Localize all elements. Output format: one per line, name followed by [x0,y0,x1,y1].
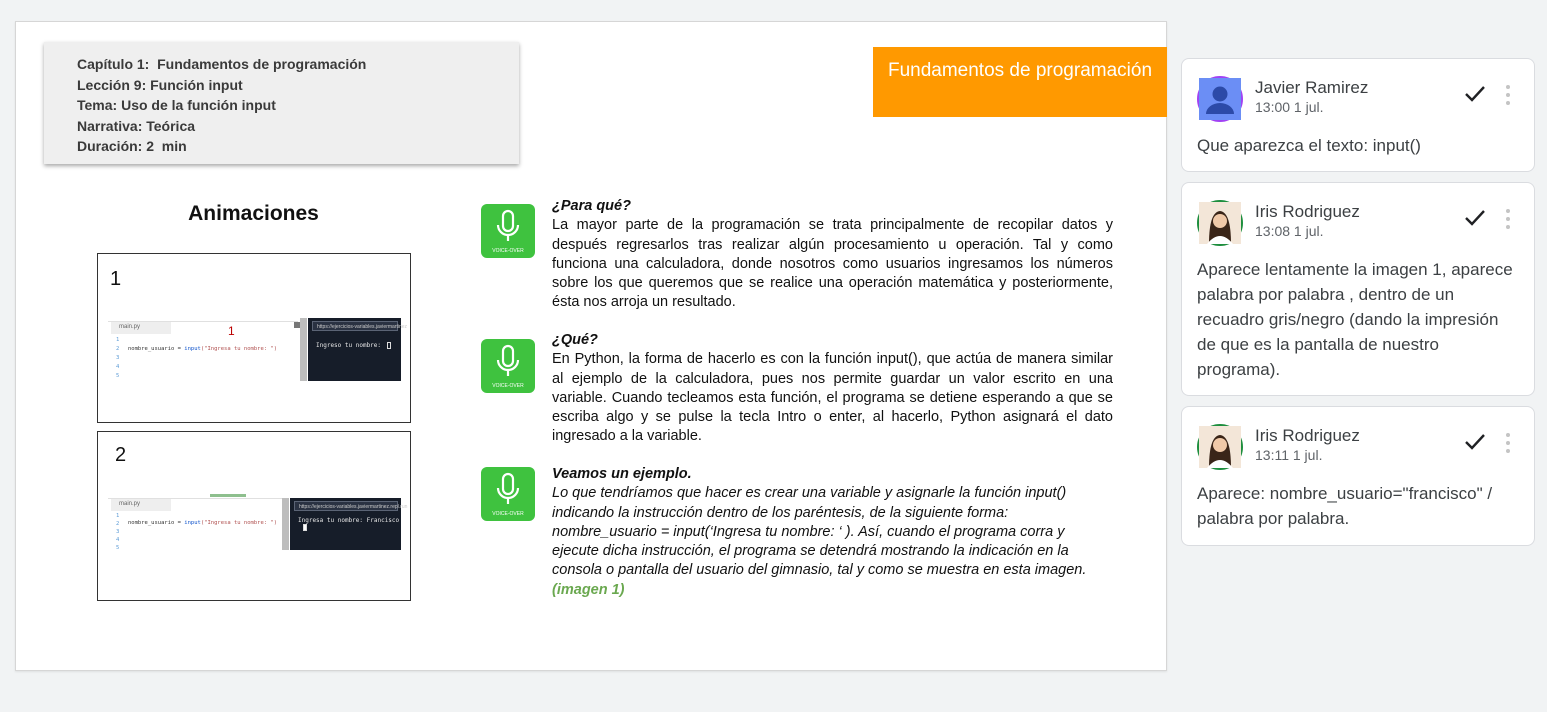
narrative-label: Narrativa: Teórica [77,117,196,134]
section-heading: Veamos un ejemplo. [552,466,692,482]
lesson-label: Lección 9: Función input [77,76,243,93]
section-heading: ¿Qué? [552,332,598,348]
voiceover-icon[interactable]: VOICE-OVER [481,467,535,521]
line-numbers: 1 2 3 4 5 [116,513,120,551]
comment-card[interactable] [1181,58,1535,172]
lesson-info-box [44,42,519,164]
console-output: Ingreso tu nombre: [316,342,391,349]
chapter-label: Capítulo 1: Fundamentos de programación [77,56,367,72]
resolve-check-icon[interactable] [1464,85,1486,103]
avatar [1197,76,1243,122]
comment-author: Iris Rodriguez [1255,426,1360,445]
section-text: Lo que tendríamos que hacer es crear una variable y asignarle la función input() indicando la instrucción dentro de los paréntesis, de la siguiente forma: nombre_usuario = input(‘Ingresa tu nombre: ‘ ). Así, cuando el programa corra y ejecute dicha instrucción, el programa se detendrá mostrando la indicación en la consola o pantalla del usuario del gimnasio, tal y como se muestra en esta imagen. [552,485,1087,579]
code-editor-screenshot [108,498,288,550]
console-url: https://ejercicios-variables.javiermartinez [312,321,398,331]
frame-number: 2 [115,444,127,466]
animation-frame-1 [97,253,411,423]
section-text: En Python, la forma de hacerlo es con la función input(), que actúa de manera similar al ejemplo de la calculadora, pues nos permite guardar un valor escrito en una variable. Cuando tecleamos esta función, el programa se detiene esperando a que se escriba algo y se pulse la tecla Intro o enter, al hacerlo, Python asignará el dato ingresado a la variable. [552,351,1113,445]
more-options-icon[interactable] [1506,85,1512,109]
image-reference: (imagen 1) [552,581,625,598]
comment-card[interactable] [1181,182,1535,396]
console-output: Ingresa tu nombre: Francisco [298,517,399,531]
comment-time: 13:11 1 jul. [1255,447,1323,463]
voiceover-icon[interactable]: VOICE-OVER [481,339,535,393]
section-para-que [552,197,1113,313]
section-que [552,331,1113,447]
editor-tab: main.py [111,322,171,334]
resolve-check-icon[interactable] [1464,433,1486,451]
section-ejemplo [552,465,1112,600]
comment-card[interactable] [1181,406,1535,546]
comment-text: Que aparezca el texto: input() [1197,136,1421,155]
section-text: La mayor parte de la programación se trata principalmente de recopilar datos y después regresarlos tras realizar algún procesamiento u operación. Tal y como funciona una calculadora, donde nosotros como usuarios ingresamos los números sobre los que queremos que se realice una operación matemática y posteriormente, ésta nos arroja un resultado. [552,217,1113,311]
progress-strip [210,494,246,497]
comment-time: 13:00 1 jul. [1255,99,1324,115]
cursor-icon [387,342,391,349]
slide-canvas [15,21,1167,671]
avatar [1197,424,1243,470]
editor-tab: main.py [111,499,171,511]
scroll-strip [300,318,307,381]
console-url: https://ejercicios-variables.javiermartinez.repl.run [294,501,398,511]
code-line: nombre_usuario = input("Ingresa tu nombre: ") [128,346,278,352]
line-numbers: 1 2 3 4 5 [116,337,120,379]
scroll-strip [282,498,289,550]
animation-frame-2 [97,431,411,601]
duration-label: Duración: 2 min [77,138,187,154]
course-banner: Fundamentos de programación [873,47,1167,117]
cursor-icon [303,524,307,531]
comment-author: Iris Rodriguez [1255,202,1360,221]
console-screenshot [308,318,408,381]
code-editor-screenshot [108,321,298,381]
frame-number: 1 [110,268,122,290]
more-options-icon[interactable] [1506,209,1512,233]
comment-time: 13:08 1 jul. [1255,223,1324,239]
avatar [1197,200,1243,246]
more-options-icon[interactable] [1506,433,1512,457]
voiceover-icon[interactable]: VOICE-OVER [481,204,535,258]
code-line: nombre_usuario = input("Ingresa tu nombre: ") [128,520,278,526]
section-heading: ¿Para qué? [552,198,631,214]
annotation-number: 1 [228,324,235,338]
resolve-check-icon[interactable] [1464,209,1486,227]
comment-text: Aparece: nombre_usuario="francisco" / palabra por palabra. [1197,484,1493,528]
animations-title: Animaciones [188,202,319,225]
comment-text: Aparece lentamente la imagen 1, aparece palabra por palabra , dentro de un recuadro gris/negro (dando la impresión de que es la pantalla de nuestro programa). [1197,260,1513,379]
console-screenshot [290,498,408,550]
topic-label: Tema: Uso de la función input [77,97,276,113]
comment-author: Javier Ramirez [1255,78,1369,97]
